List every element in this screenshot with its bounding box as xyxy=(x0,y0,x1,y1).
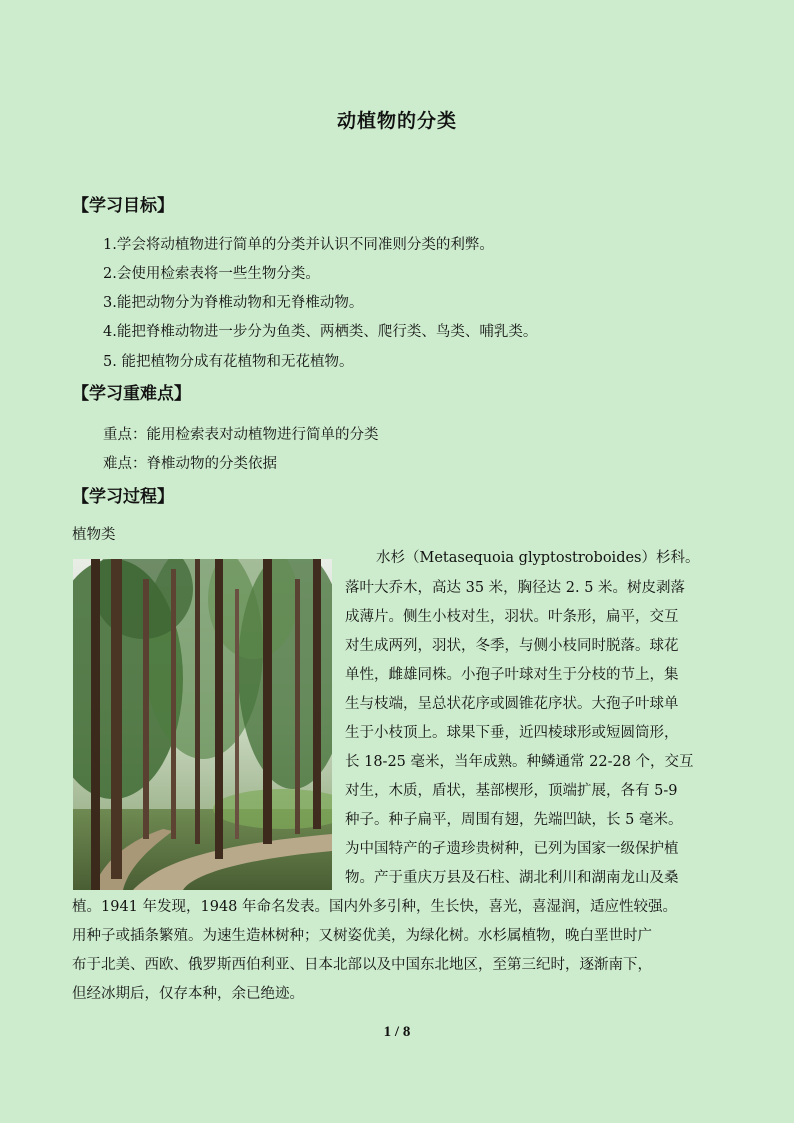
description-line: 但经冰期后，仅存本种，余已绝迹。 xyxy=(72,986,304,1002)
metasequoia-forest-photo xyxy=(73,559,332,890)
description-line: 对生，木质，盾状，基部楔形，顶端扩展，各有 5-9 xyxy=(345,783,678,799)
goal-item: 1.学会将动植物进行简单的分类并认识不同准则分类的利弊。 xyxy=(103,237,494,253)
description-line: 生与枝端，呈总状花序或圆锥花序状。大孢子叶球单 xyxy=(345,696,679,712)
goal-item: 3.能把动物分为脊椎动物和无脊椎动物。 xyxy=(103,295,364,311)
goal-item: 4.能把脊椎动物进一步分为鱼类、两栖类、爬行类、鸟类、哺乳类。 xyxy=(103,324,538,340)
description-line: 落叶大乔木，高达 35 米，胸径达 2. 5 米。树皮剥落 xyxy=(345,580,686,596)
description-line: 成薄片。侧生小枝对生，羽状。叶条形，扁平，交互 xyxy=(345,609,679,625)
key-points-heading: 【学习重难点】 xyxy=(72,384,191,404)
description-line: 植。1941 年发现，1948 年命名发表。国内外多引种，生长快，喜光，喜湿润，适应性较强。 xyxy=(72,899,678,915)
description-line: 种子。种子扁平，周围有翅，先端凹缺，长 5 毫米。 xyxy=(345,812,683,828)
focus-text: 重点：能用检索表对动植物进行简单的分类 xyxy=(103,427,379,443)
goal-item: 5. 能把植物分成有花植物和无花植物。 xyxy=(103,354,354,370)
description-line: 水杉（Metasequoia glyptostroboides）杉科。 xyxy=(376,550,700,566)
forest-illustration xyxy=(73,559,332,890)
page-number: 1 / 8 xyxy=(383,1024,411,1040)
description-line: 为中国特产的孑遗珍贵树种，已列为国家一级保护植 xyxy=(345,841,679,857)
goal-item: 2.会使用检索表将一些生物分类。 xyxy=(103,266,320,282)
description-line: 单性，雌雄同株。小孢子叶球对生于分枝的节上，集 xyxy=(345,667,679,683)
description-line: 布于北美、西欧、俄罗斯西伯利亚、日本北部以及中国东北地区，至第三纪时，逐渐南下， xyxy=(72,957,652,973)
plant-subheading: 植物类 xyxy=(72,527,116,543)
description-line: 长 18-25 毫米，当年成熟。种鳞通常 22-28 个，交互 xyxy=(345,754,694,770)
page-title: 动植物的分类 xyxy=(336,110,457,132)
difficulty-text: 难点：脊椎动物的分类依据 xyxy=(103,456,277,472)
goals-heading: 【学习目标】 xyxy=(72,196,174,216)
description-line: 用种子或插条繁殖。为速生造林树种；又树姿优美，为绿化树。水杉属植物，晚白垩世时广 xyxy=(72,928,652,944)
process-heading: 【学习过程】 xyxy=(72,487,174,507)
description-line: 生于小枝顶上。球果下垂，近四棱球形或短圆筒形， xyxy=(345,725,679,741)
description-line: 物。产于重庆万县及石柱、湖北利川和湖南龙山及桑 xyxy=(345,870,679,886)
description-line: 对生成两列，羽状，冬季，与侧小枝同时脱落。球花 xyxy=(345,638,679,654)
